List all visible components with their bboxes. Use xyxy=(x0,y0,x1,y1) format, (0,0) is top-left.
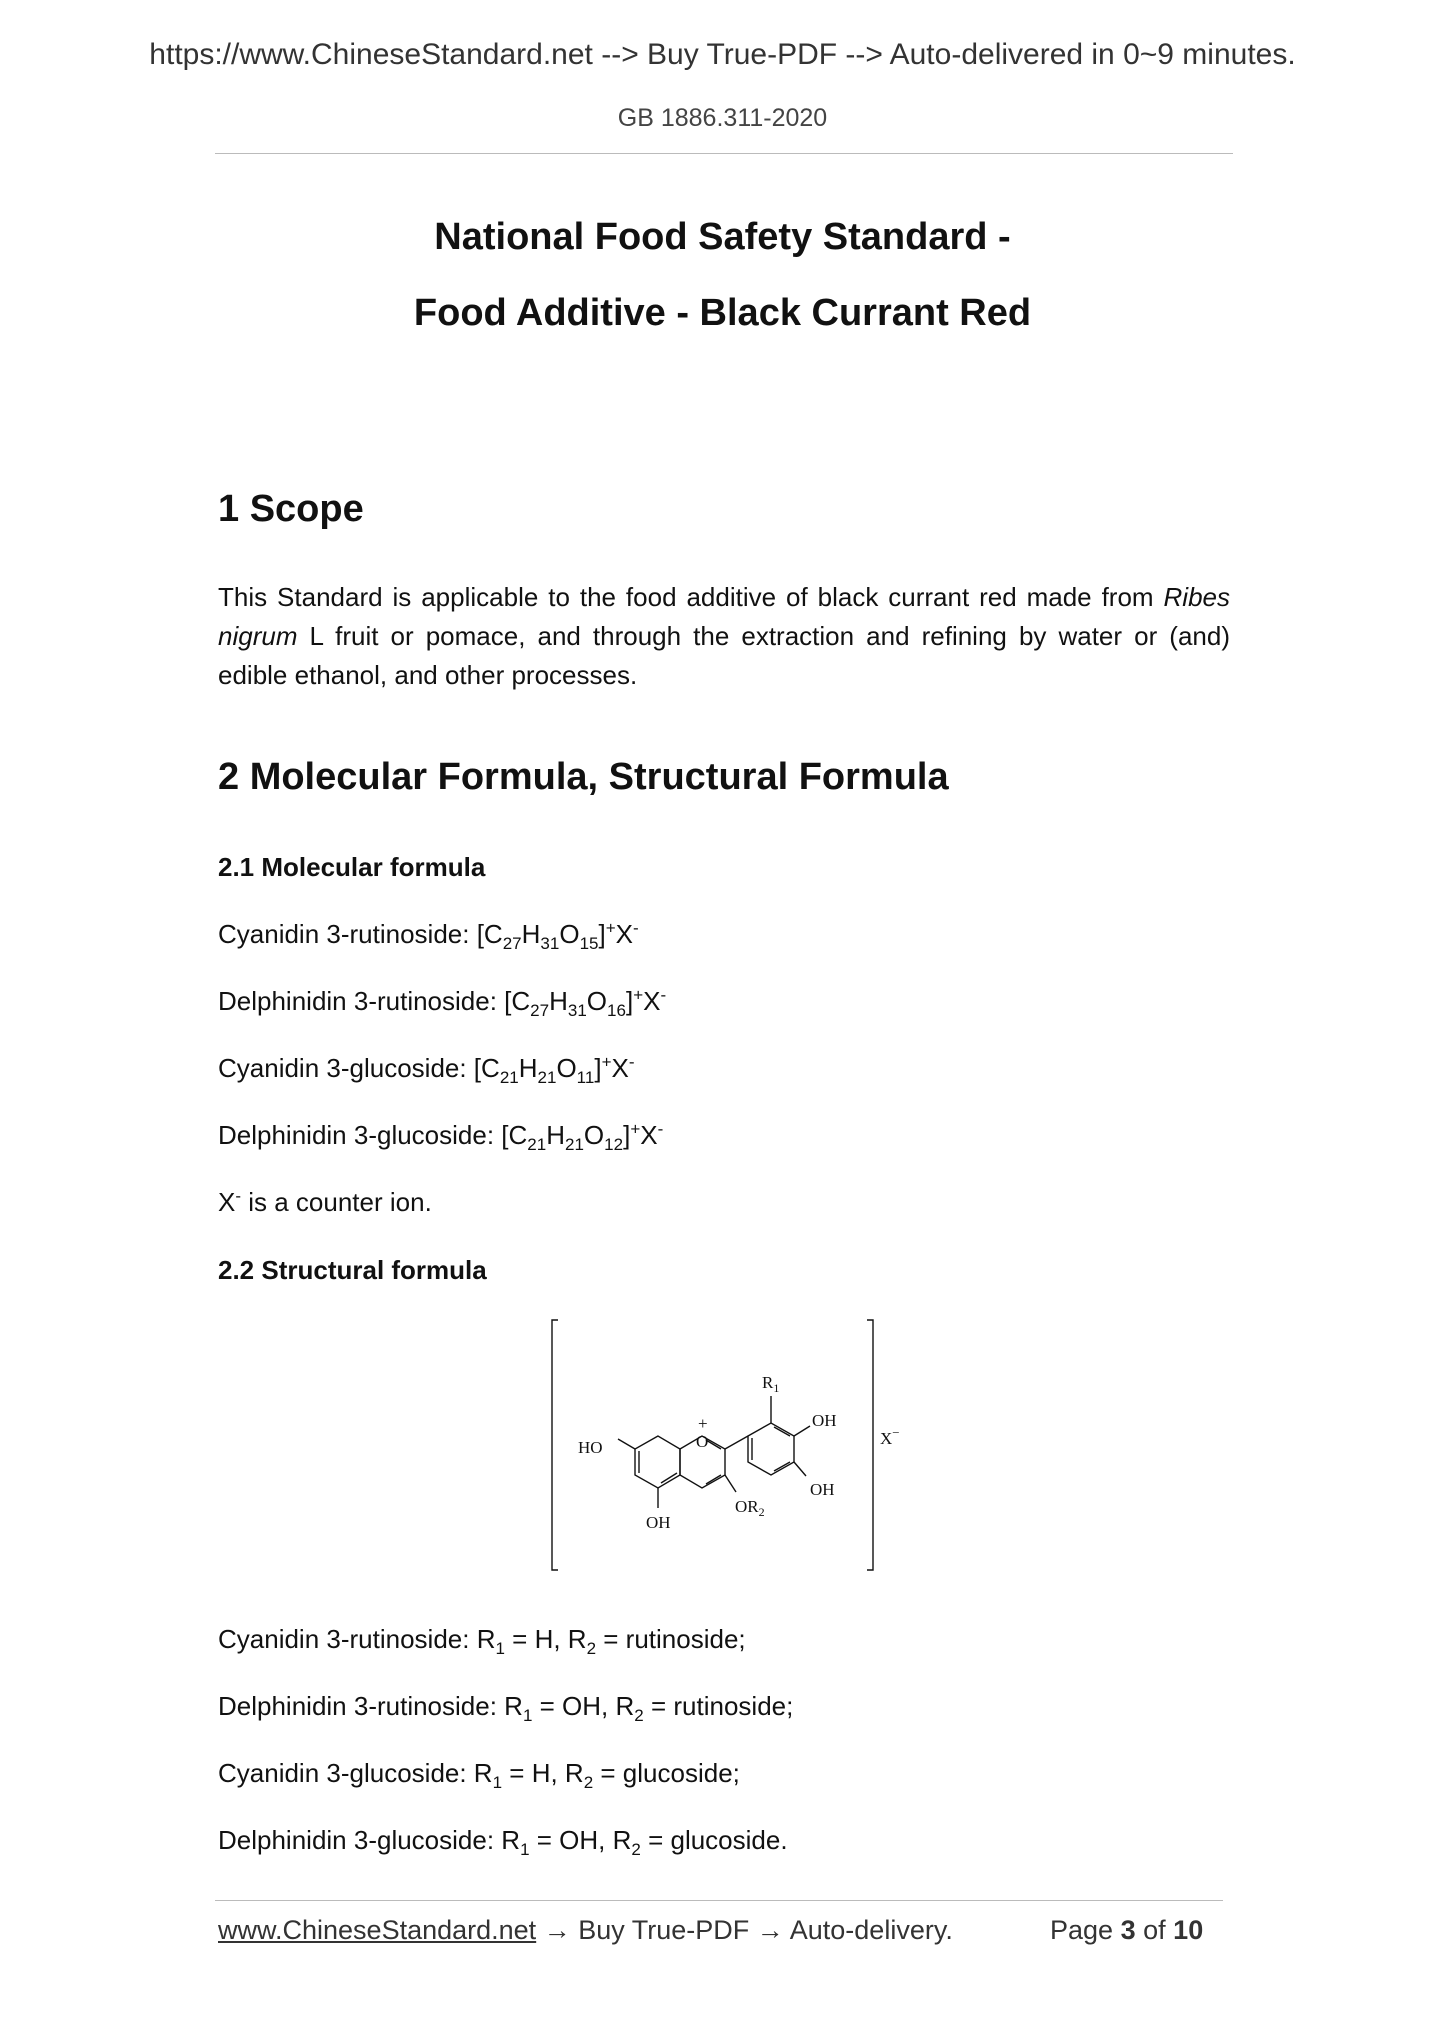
formula-line: Delphinidin 3-rutinoside: $[C_{27}H_{31}O_{16}]^+X^-$ xyxy=(218,985,667,1021)
structural-formula-diagram xyxy=(548,1318,900,1578)
counter-ion-label: X− xyxy=(880,1425,900,1448)
substituent-line: Cyanidin 3-rutinoside: $R_1 = H$, $R_2$ = rutinoside; xyxy=(218,1624,746,1659)
formula-line: Delphinidin 3-glucoside: $[C_{21}H_{21}O_{12}]^+X^-$ xyxy=(218,1119,664,1155)
section-1-heading: 1 Scope xyxy=(218,488,364,530)
left-bracket xyxy=(552,1320,558,1570)
formula-line: Cyanidin 3-glucoside: $[C_{21}H_{21}O_{11}]^+X^-$ xyxy=(218,1052,635,1088)
subsection-2-1-heading: 2.1 Molecular formula xyxy=(218,852,486,882)
r1-label: $R_1$ xyxy=(762,1373,780,1395)
ring-oxygen-label: O xyxy=(696,1432,709,1451)
header-rule xyxy=(215,153,1233,154)
scope-species-name: Ribes nigrum xyxy=(218,582,1230,651)
ho-label: HO xyxy=(578,1438,603,1457)
section-2-heading: 2 Molecular Formula, Structural Formula xyxy=(218,756,949,798)
title-line-2: Food Additive - Black Currant Red xyxy=(413,292,1032,334)
substituent-line: Delphinidin 3-glucoside: $R_1$ = OH, $R_2$ = glucoside. xyxy=(218,1825,788,1860)
page-number: 3 xyxy=(1120,1915,1136,1945)
oh-label: OH xyxy=(812,1411,837,1430)
document-id: GB 1886.311-2020 xyxy=(617,104,828,132)
ring-b xyxy=(748,1423,794,1475)
source-banner: https://www.ChineseStandard.net --> Buy True-PDF --> Auto-delivered in 0~9 minutes. xyxy=(149,38,1296,71)
counter-ion-note: X- is a counter ion. xyxy=(218,1186,432,1217)
oxonium-plus-label: + xyxy=(698,1414,708,1433)
footer-rule xyxy=(215,1900,1223,1901)
footer-promo: www.ChineseStandard.net → Buy True-PDF → Auto-delivery. xyxy=(218,1915,953,1945)
subsection-2-2-heading: 2.2 Structural formula xyxy=(218,1255,487,1285)
page-indicator: Page 3 of 10 xyxy=(1050,1915,1204,1945)
arrow-icon: → xyxy=(756,1915,784,1945)
scope-text-a: This Standard is applicable to the food additive of black currant red made from xyxy=(218,582,1164,612)
arrow-icon: → xyxy=(543,1915,571,1945)
page-total: 10 xyxy=(1173,1915,1204,1945)
oh-label: OH xyxy=(646,1513,671,1532)
scope-paragraph xyxy=(218,578,1230,695)
oh-label: OH xyxy=(810,1480,835,1499)
ring-a xyxy=(635,1436,680,1488)
footer-site-link[interactable]: www.ChineseStandard.net xyxy=(218,1915,537,1945)
title-line-1: National Food Safety Standard - xyxy=(434,216,1011,258)
scope-text-b: L fruit or pomace, and through the extraction and refining by water or (and) edible ethanol, and other processes. xyxy=(218,621,1230,690)
formula-line: Cyanidin 3-rutinoside: $[C_{27}H_{31}O_{15}]^+X^-$ xyxy=(218,918,639,954)
substituent-line: Delphinidin 3-rutinoside: $R_1$ = OH, $R_2$ = rutinoside; xyxy=(218,1691,794,1726)
substituent-line: Cyanidin 3-glucoside: $R_1 = H$, $R_2$ = glucoside; xyxy=(218,1758,740,1793)
or2-label: $OR_2$ xyxy=(735,1497,765,1519)
right-bracket xyxy=(867,1320,873,1570)
